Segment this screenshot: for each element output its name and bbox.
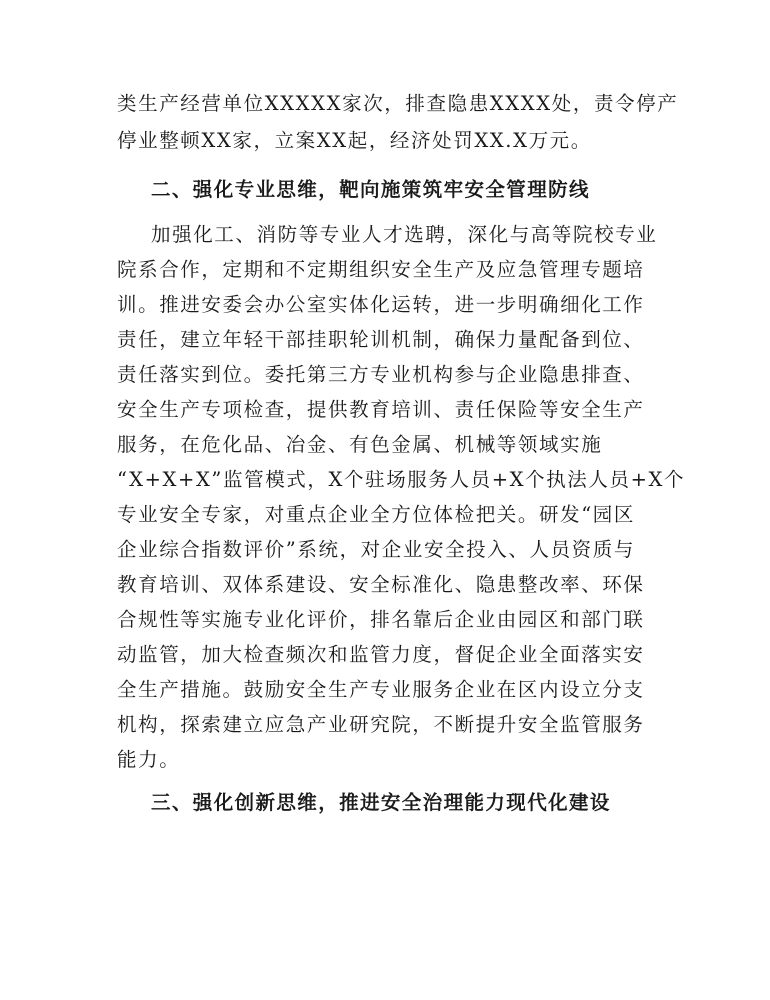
paragraph-line: 动监管，加大检查频次和监管力度，督促企业全面落实安 bbox=[117, 643, 645, 666]
paragraph-line: 全生产措施。鼓励安全生产专业服务企业在区内设立分支 bbox=[117, 678, 645, 701]
paragraph-line: 安全生产专项检查，提供教育培训、责任保险等安全生产 bbox=[117, 398, 645, 421]
paragraph-line: 责任落实到位。委托第三方专业机构参与企业隐患排查、 bbox=[117, 363, 645, 386]
paragraph-line: 企业综合指数评价”系统，对企业安全投入、人员资质与 bbox=[117, 538, 635, 561]
section-heading-2: 二、强化专业思维，靶向施策筑牢安全管理防线 bbox=[151, 178, 590, 201]
paragraph-line: 院系合作，定期和不定期组织安全生产及应急管理专题培 bbox=[117, 258, 645, 281]
paragraph-line: 类生产经营单位XXXXX家次，排查隐患XXXX处，责令停产 bbox=[117, 92, 679, 115]
paragraph-line: 能力。 bbox=[117, 748, 181, 771]
paragraph-line: 教育培训、双体系建设、安全标准化、隐患整改率、环保 bbox=[117, 573, 645, 596]
paragraph-line: 训。推进安委会办公室实体化运转，进一步明确细化工作 bbox=[117, 293, 645, 316]
paragraph-line: 服务，在危化品、冶金、有色金属、机械等领域实施 bbox=[117, 433, 603, 456]
paragraph-line: 机构，探索建立应急产业研究院，不断提升安全监管服务 bbox=[117, 713, 645, 736]
paragraph-line: 专业安全专家，对重点企业全方位体检把关。研发“园区 bbox=[117, 503, 635, 526]
section-heading-3: 三、强化创新思维，推进安全治理能力现代化建设 bbox=[151, 791, 611, 814]
paragraph-line: 加强化工、消防等专业人才选聘，深化与高等院校专业 bbox=[151, 223, 658, 246]
paragraph-line: 停业整顿XX家，立案XX起，经济处罚XX.X万元。 bbox=[117, 129, 592, 152]
paragraph-line: “X+X+X”监管模式，X个驻场服务人员+X个执法人员+X个 bbox=[117, 468, 686, 491]
paragraph-line: 责任，建立年轻干部挂职轮训机制，确保力量配备到位、 bbox=[117, 328, 645, 351]
paragraph-line: 合规性等实施专业化评价，排名靠后企业由园区和部门联 bbox=[117, 608, 645, 631]
